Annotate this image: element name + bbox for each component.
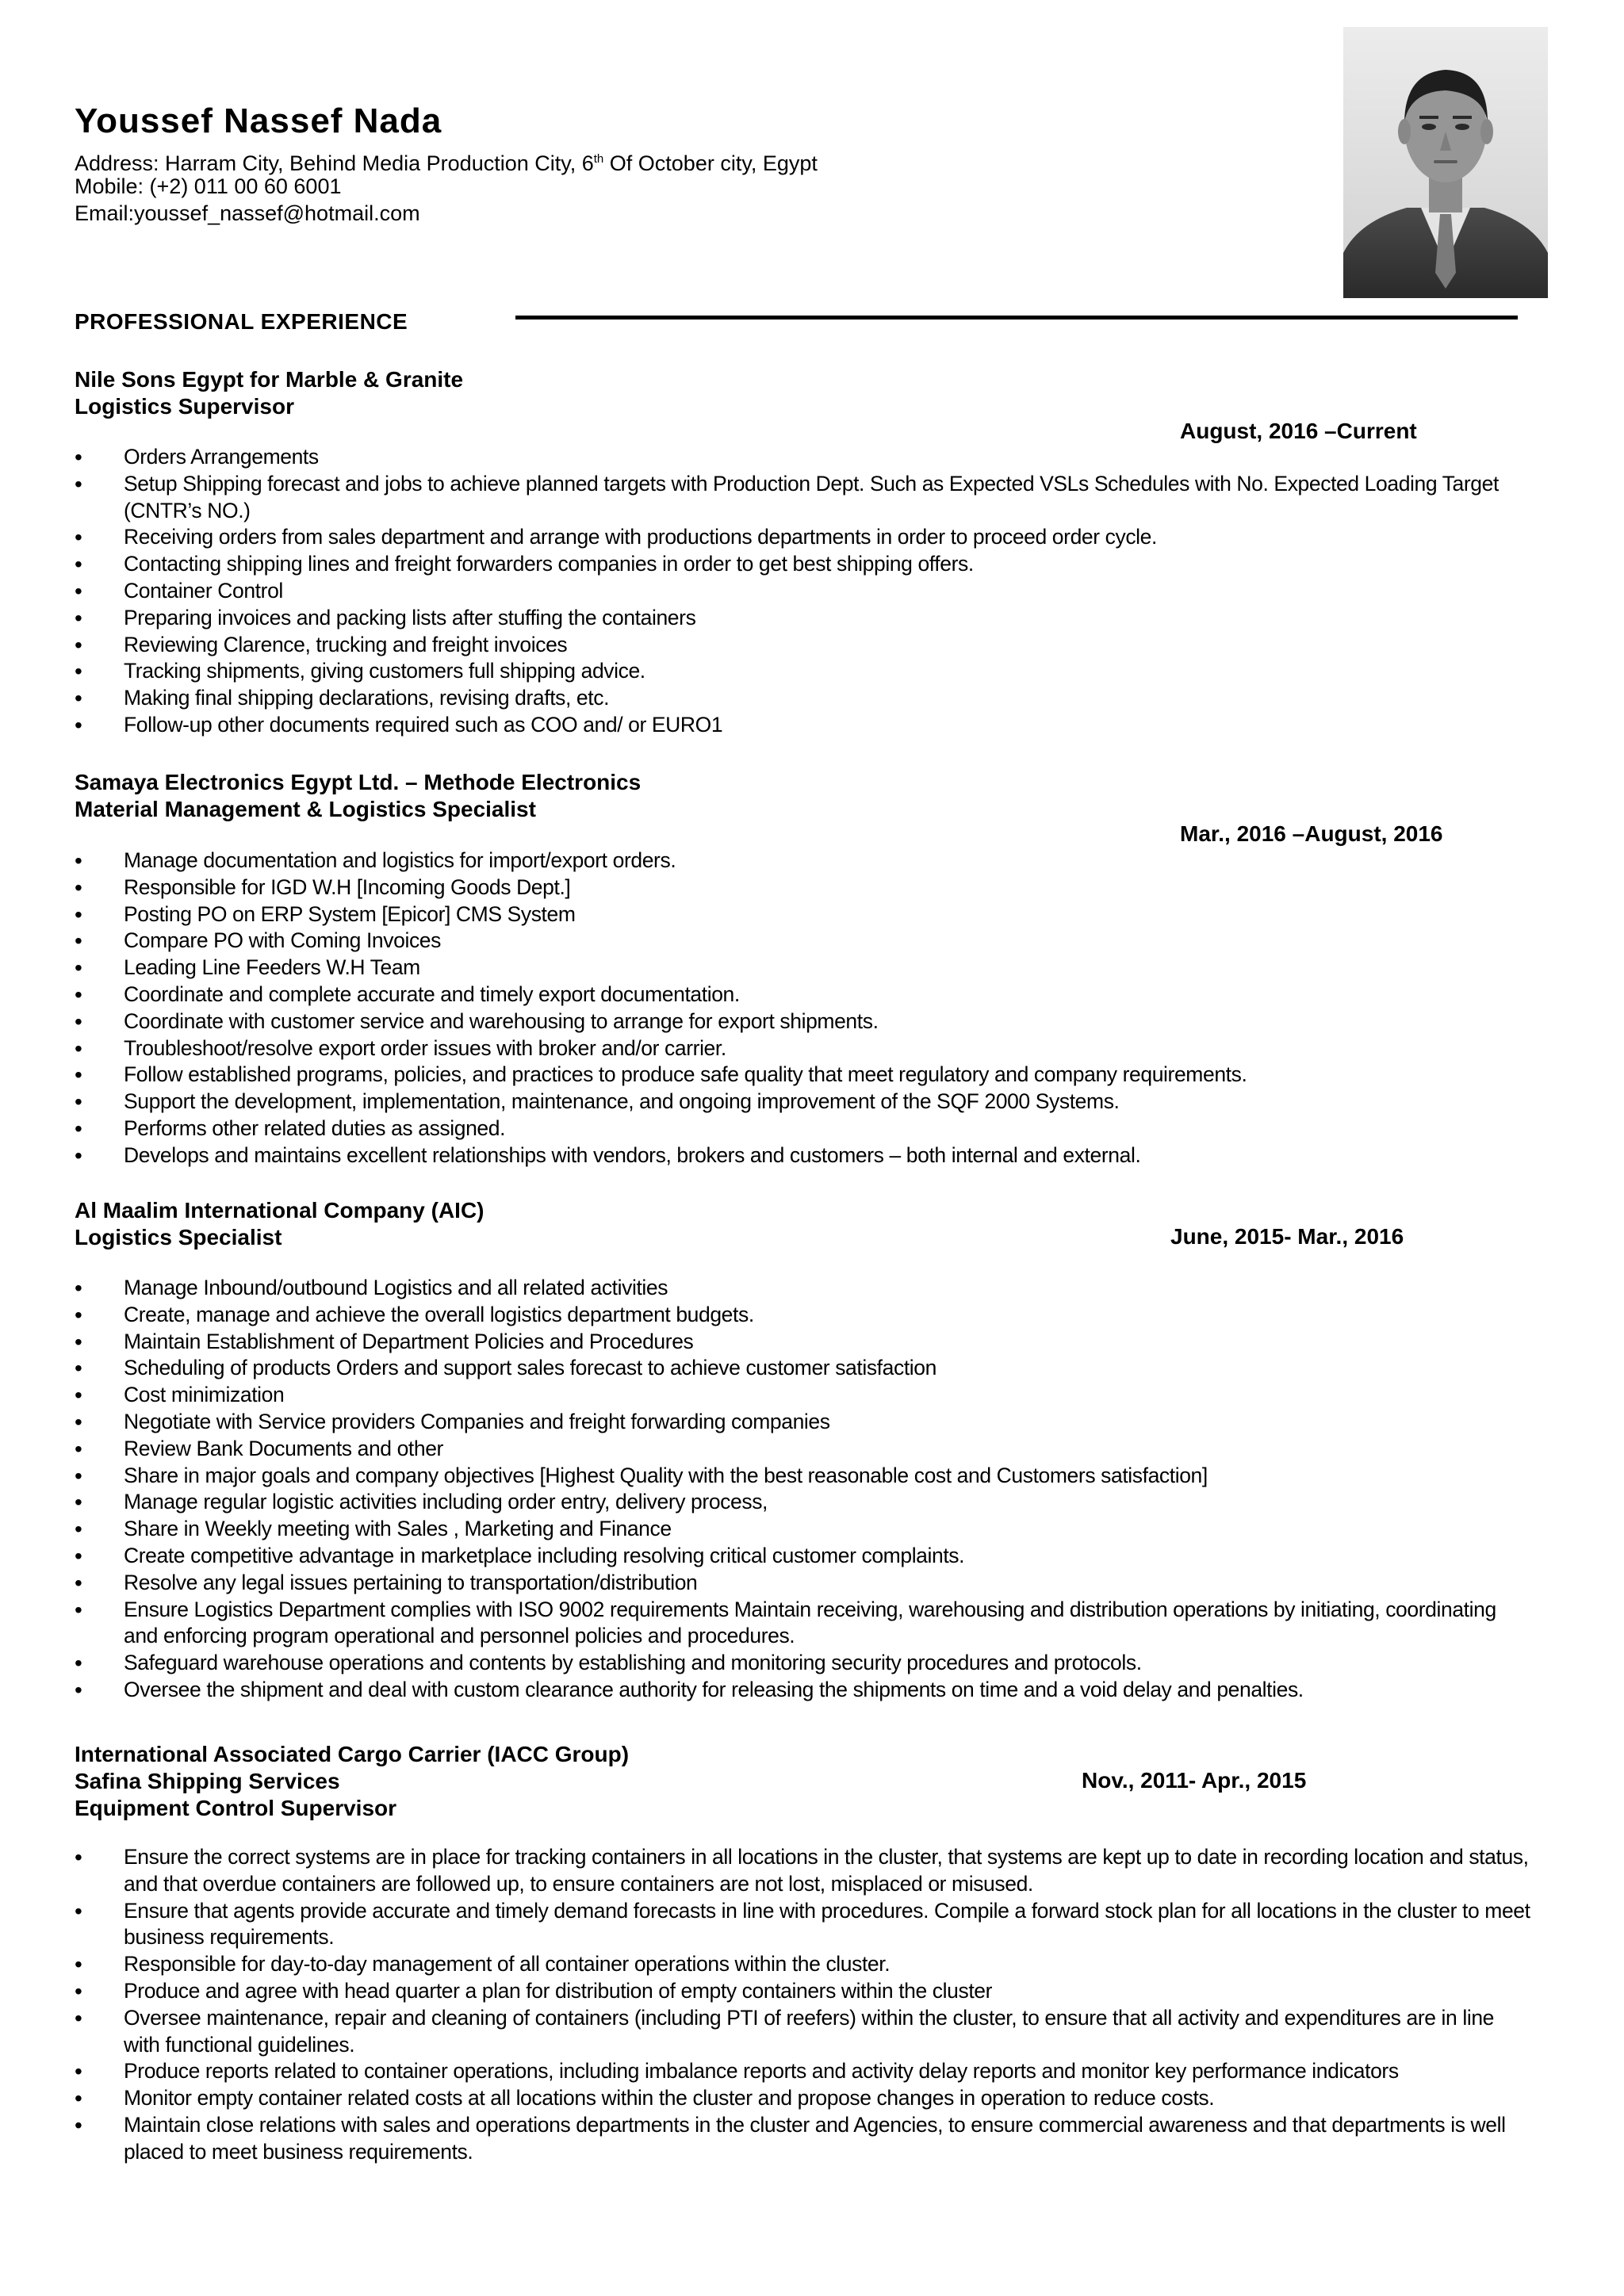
list-item: • Preparing invoices and packing lists after stuffing the containers <box>75 605 1534 632</box>
list-item: • Maintain Establishment of Department Policies and Procedures <box>75 1329 1534 1356</box>
list-item: • Responsible for day-to-day management of all container operations within the cluster. <box>75 1951 1534 1978</box>
job-title: Logistics Specialist <box>75 1225 282 1249</box>
list-item: • Cost minimization <box>75 1382 1534 1409</box>
job-dates: Nov., 2011- Apr., 2015 <box>1082 1768 1307 1793</box>
list-item: • Share in Weekly meeting with Sales , Marketing and Finance <box>75 1516 1534 1543</box>
list-item: • Tracking shipments, giving customers full shipping advice. <box>75 658 1534 685</box>
list-item: • Coordinate with customer service and warehousing to arrange for export shipments. <box>75 1008 1534 1035</box>
list-item: • Scheduling of products Orders and support sales forecast to achieve customer satisfaction <box>75 1355 1534 1382</box>
job-duties-2 <box>75 848 1534 1169</box>
job-duties-4 <box>75 1844 1534 2166</box>
list-item: • Ensure that agents provide accurate and timely demand forecasts in line with procedures. Compile a forward stock plan for all locations in the cluster to meet business requirements. <box>75 1898 1534 1952</box>
list-item: • Review Bank Documents and other <box>75 1436 1534 1463</box>
list-item: • Develops and maintains excellent relationships with vendors, brokers and customers – both internal and external. <box>75 1142 1534 1169</box>
list-item: • Produce reports related to container operations, including imbalance reports and activity delay reports and monitor key performance indicators <box>75 2058 1534 2085</box>
address-suffix: Of October city, Egypt <box>603 151 818 175</box>
job-company: Al Maalim International Company (AIC) <box>75 1198 485 1223</box>
job-duties-3 <box>75 1275 1534 1704</box>
job-entry-1 <box>75 366 1534 420</box>
job-company: International Associated Cargo Carrier (IACC Group) <box>75 1742 630 1766</box>
list-item: • Orders Arrangements <box>75 444 1534 471</box>
list-item: • Manage documentation and logistics for import/export orders. <box>75 848 1534 874</box>
profile-photo <box>1343 27 1548 298</box>
list-item: • Troubleshoot/resolve export order issues with broker and/or carrier. <box>75 1035 1534 1062</box>
job-dates: August, 2016 –Current <box>1180 419 1417 443</box>
list-item: • Follow established programs, policies, and practices to produce safe quality that meet regulatory and company requirements. <box>75 1062 1534 1089</box>
job-title: Logistics Supervisor <box>75 394 294 419</box>
list-item: • Create competitive advantage in marketplace including resolving critical customer complaints. <box>75 1543 1534 1570</box>
list-item: • Support the development, implementation, maintenance, and ongoing improvement of the SQF 2000 Systems. <box>75 1089 1534 1115</box>
list-item: • Oversee maintenance, repair and cleaning of containers (including PTI of reefers) within the cluster, to ensure that all activity and expenditures are in line with functional guidelines. <box>75 2005 1534 2059</box>
job-company: Nile Sons Egypt for Marble & Granite <box>75 367 464 392</box>
mobile-line: Mobile: (+2) 011 00 60 6001 <box>75 174 342 198</box>
list-item: • Manage Inbound/outbound Logistics and all related activities <box>75 1275 1534 1302</box>
list-item: • Setup Shipping forecast and jobs to achieve planned targets with Production Dept. Such as Expected VSLs Schedules with No. Expected Loading Target (CNTR’s NO.) <box>75 471 1534 525</box>
job-title: Material Management & Logistics Specialist <box>75 797 536 821</box>
list-item: • Leading Line Feeders W.H Team <box>75 955 1534 982</box>
list-item: • Contacting shipping lines and freight forwarders companies in order to get best shipping offers. <box>75 551 1534 578</box>
job-subcompany: Safina Shipping Services <box>75 1769 340 1793</box>
address-ordinal: th <box>593 152 604 166</box>
list-item: • Ensure the correct systems are in place for tracking containers in all locations in the cluster, that systems are kept up to date in recording location and status, and that overdue containers are followed up, to ensure containers are not lost, misplaced or misused. <box>75 1844 1534 1898</box>
list-item: • Resolve any legal issues pertaining to transportation/distribution <box>75 1570 1534 1597</box>
list-item: • Receiving orders from sales department and arrange with productions departments in order to proceed order cycle. <box>75 524 1534 551</box>
section-divider <box>515 316 1518 320</box>
list-item: • Reviewing Clarence, trucking and freight invoices <box>75 632 1534 659</box>
portrait-image <box>1343 27 1548 298</box>
job-entry-4 <box>75 1741 1534 1822</box>
list-item: • Monitor empty container related costs at all locations within the cluster and propose changes in operation to reduce costs. <box>75 2085 1534 2112</box>
job-company: Samaya Electronics Egypt Ltd. – Methode Electronics <box>75 770 642 794</box>
list-item: • Safeguard warehouse operations and contents by establishing and monitoring security procedures and protocols. <box>75 1650 1534 1677</box>
list-item: • Follow-up other documents required such as COO and/ or EURO1 <box>75 712 1534 739</box>
section-heading: PROFESSIONAL EXPERIENCE <box>75 309 408 334</box>
list-item: • Coordinate and complete accurate and timely export documentation. <box>75 982 1534 1008</box>
list-item: • Negotiate with Service providers Companies and freight forwarding companies <box>75 1409 1534 1436</box>
list-item: • Create, manage and achieve the overall logistics department budgets. <box>75 1302 1534 1329</box>
list-item: • Maintain close relations with sales and operations departments in the cluster and Agencies, to ensure commercial awareness and that departments is well placed to meet business requirements. <box>75 2112 1534 2166</box>
list-item: • Share in major goals and company objectives [Highest Quality with the best reasonable cost and Customers satisfaction] <box>75 1463 1534 1490</box>
list-item: • Ensure Logistics Department complies with ISO 9002 requirements Maintain receiving, warehousing and distribution operations by initiating, coordinating and enforcing program operational and personnel policies and procedures. <box>75 1597 1534 1651</box>
list-item: • Making final shipping declarations, revising drafts, etc. <box>75 685 1534 712</box>
job-duties-1 <box>75 444 1534 739</box>
list-item: • Manage regular logistic activities including order entry, delivery process, <box>75 1489 1534 1516</box>
list-item: • Oversee the shipment and deal with custom clearance authority for releasing the shipments on time and a void delay and penalties. <box>75 1677 1534 1704</box>
job-dates: June, 2015- Mar., 2016 <box>1170 1224 1404 1249</box>
list-item: • Posting PO on ERP System [Epicor] CMS System <box>75 901 1534 928</box>
list-item: • Responsible for IGD W.H [Incoming Goods Dept.] <box>75 874 1534 901</box>
list-item: • Container Control <box>75 578 1534 605</box>
address-prefix: Address: Harram City, Behind Media Production City, 6 <box>75 151 594 175</box>
list-item: • Produce and agree with head quarter a plan for distribution of empty containers within the cluster <box>75 1978 1534 2005</box>
list-item: • Compare PO with Coming Invoices <box>75 928 1534 955</box>
job-title: Equipment Control Supervisor <box>75 1796 397 1820</box>
job-dates: Mar., 2016 –August, 2016 <box>1180 821 1443 846</box>
candidate-name: Youssef Nassef Nada <box>75 101 442 140</box>
email-line: Email:youssef_nassef@hotmail.com <box>75 201 420 225</box>
list-item: • Performs other related duties as assigned. <box>75 1115 1534 1142</box>
job-entry-2 <box>75 769 1534 823</box>
